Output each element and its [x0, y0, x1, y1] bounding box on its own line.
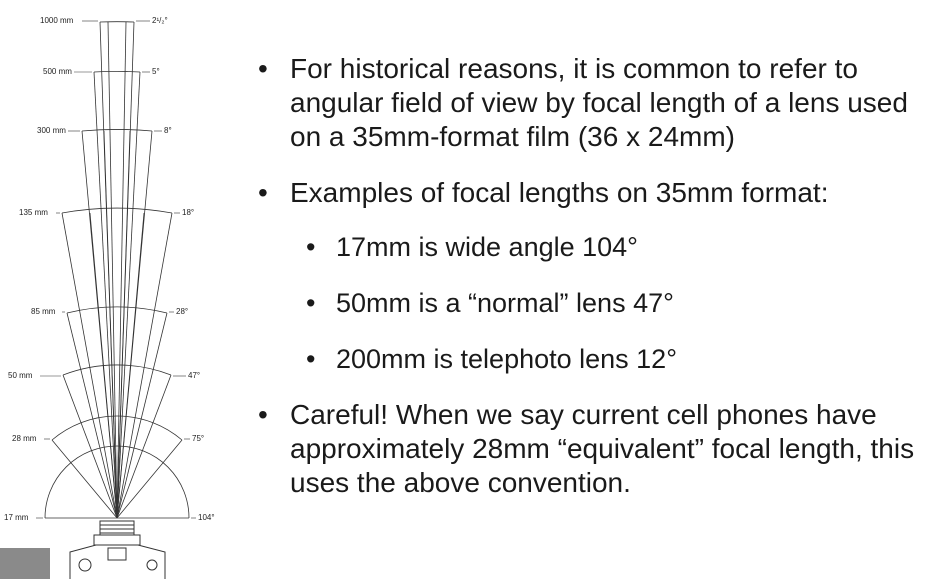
- field-of-view-diagram: [0, 0, 240, 579]
- fov-arc-85mm: [67, 307, 167, 313]
- focal-label: 28 mm: [12, 434, 37, 443]
- bullet-text: For historical reasons, it is common to refer to angular field of view by focal length of a lens used on a 35mm-format film (36 x 24mm): [290, 53, 908, 152]
- webcam-thumbnail: [0, 548, 50, 579]
- bullet-text: Careful! When we say current cell phones have approximately 28mm “equivalent” focal length, this uses the above convention.: [290, 399, 915, 498]
- angle-label: 18°: [182, 208, 195, 217]
- focal-label: 1000 mm: [40, 16, 74, 25]
- sub-bullet-text: 200mm is telephoto lens 12°: [336, 344, 677, 374]
- angle-label: 47°: [188, 371, 201, 380]
- angle-label: 28°: [176, 307, 189, 316]
- focal-label: 50 mm: [8, 371, 33, 380]
- sub-bullet-item: [306, 286, 933, 320]
- fov-diagram-svg: [0, 0, 240, 579]
- focal-label: 85 mm: [31, 307, 56, 316]
- fov-arc-500mm: [94, 71, 140, 72]
- angle-label: 104°: [198, 513, 215, 522]
- focal-label: 500 mm: [43, 67, 72, 76]
- bullet-list: [258, 52, 933, 522]
- bullet-item: [258, 398, 933, 500]
- focal-label: 17 mm: [4, 513, 29, 522]
- focal-label: 135 mm: [19, 208, 48, 217]
- fov-arc-28mm: [52, 416, 182, 440]
- sub-bullet-item: [306, 342, 933, 376]
- sub-bullet-text: 50mm is a “normal” lens 47°: [336, 288, 674, 318]
- fov-ray-85mm-right: [117, 313, 167, 518]
- bullet-item: [258, 176, 933, 376]
- angle-label: 5°: [152, 67, 160, 76]
- angle-label: 2¹/₂°: [152, 16, 168, 25]
- angle-label: 75°: [192, 434, 205, 443]
- focal-label: 300 mm: [37, 126, 66, 135]
- bullet-item: [258, 52, 933, 154]
- sub-bullet-text: 17mm is wide angle 104°: [336, 232, 638, 262]
- sub-bullet-list: [290, 230, 933, 376]
- fov-arc-300mm: [82, 129, 152, 131]
- angle-label: 8°: [164, 126, 172, 135]
- sub-bullet-item: [306, 230, 933, 264]
- camera-icon: [70, 521, 165, 579]
- fov-ray-85mm-left: [67, 313, 117, 518]
- fov-arc-50mm: [63, 365, 171, 375]
- bullet-text: Examples of focal lengths on 35mm format:: [290, 177, 829, 208]
- fov-arc-135mm: [62, 208, 172, 213]
